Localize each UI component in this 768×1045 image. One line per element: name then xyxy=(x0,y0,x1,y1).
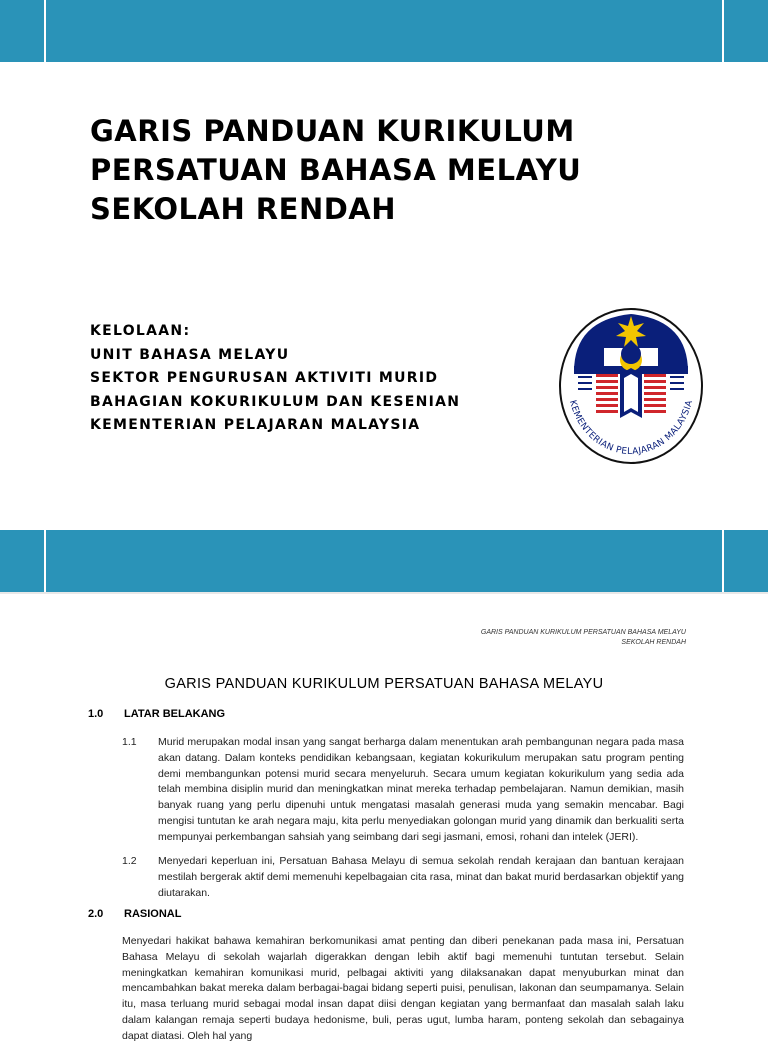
cover-title-line: GARIS PANDUAN KURIKULUM xyxy=(90,114,575,148)
running-header-line: GARIS PANDUAN KURIKULUM PERSATUAN BAHASA MELAYU xyxy=(480,629,686,636)
list-item xyxy=(122,854,684,901)
cover-org-line: UNIT BAHASA MELAYU xyxy=(90,346,290,363)
cover-title-line: SEKOLAH RENDAH xyxy=(90,192,397,226)
item-number: 1.2 xyxy=(122,855,137,867)
running-header-line: SEKOLAH RENDAH xyxy=(621,639,686,646)
cover-org-line: BAHAGIAN KOKURIKULUM DAN KESENIAN xyxy=(90,393,461,410)
logo-ring-text: KEMENTERIAN PELAJARAN MALAYSIA xyxy=(566,399,696,458)
cover-top-band xyxy=(0,0,768,62)
cover-org-line: SEKTOR PENGURUSAN AKTIVITI MURID xyxy=(90,370,439,386)
list-item xyxy=(122,735,684,846)
cover-title xyxy=(90,112,650,229)
page-separator xyxy=(0,592,768,594)
cover-bottom-band xyxy=(0,530,768,592)
cover-org-line: KELOLAAN: xyxy=(90,323,191,339)
section-heading xyxy=(88,908,181,920)
section-title: LATAR BELAKANG xyxy=(124,708,226,720)
document-title: GARIS PANDUAN KURIKULUM PERSATUAN BAHASA MELAYU xyxy=(164,676,604,692)
section-heading xyxy=(88,708,225,720)
cover-organisation xyxy=(90,320,460,438)
item-number: 1.1 xyxy=(122,736,137,748)
section-number: 2.0 xyxy=(88,908,104,920)
running-header xyxy=(400,628,686,648)
cover-right-rule xyxy=(722,0,724,592)
item-text: Murid merupakan modal insan yang sangat berharga dalam menentukan arah pembangunan negara pada masa akan datang. Dalam konteks pendidikan kebangsaan, kegiatan kokurikulum merupakan satu program penting demi membangunkan potensi murid secara menyeluruh. Secara umum kegiatan kokurikulum yang sedia ada telah membina disiplin murid dan meningkatkan minat mereka terhadap pembelajaran. Namun demikian, masih banyak ruang yang perlu dipenuhi untuk mengatasi masalah generasi muda yang semakin mencabar. Bagi mengisi tuntutan ke arah negara maju, kita perlu menyediakan golongan murid yang dinamik dan berkualiti serta mempunyai perkembangan sahsiah yang seimbang dari segi jasmani, emosi, rohani dan intelek (JERI). xyxy=(158,736,684,843)
cover-title-line: PERSATUAN BAHASA MELAYU xyxy=(90,153,582,187)
cover-left-rule xyxy=(44,0,46,592)
section-title: RASIONAL xyxy=(124,908,182,920)
section-paragraph: Menyedari hakikat bahawa kemahiran berkomunikasi amat penting dan diberi penekanan pada masa ini, Persatuan Bahasa Melayu di sekolah wajarlah digerakkan dengan lebih aktif bagi memenuhi tuntutan tersebut. Selain meningkatkan kemahiran komunikasi murid, pelbagai aktiviti yang dilaksanakan dapat menyuburkan minat dan mencambahkan bakat mereka dalam berbagai-bagai bidang seperti puisi, penulisan, lakonan dan seumpamanya. Selain itu, masa terluang murid sebagai modal insan dapat diisi dengan kegiatan yang bermanfaat dan masalah salah laku dalam kalangan remaja seperti budaya hedonisme, buli, peras ugut, lumba haram, ponteng sekolah dan sebagainya dapat diatasi. Oleh hal yang xyxy=(122,935,684,1042)
item-text: Menyedari keperluan ini, Persatuan Bahasa Melayu di semua sekolah rendah kerajaan dan bantuan kerajaan mestilah bergerak aktif demi memenuhi kepelbagaian cita rasa, minat dan bakat murid berdasarkan objektif yang diutarakan. xyxy=(158,855,684,899)
section-number: 1.0 xyxy=(88,708,104,720)
cover-org-line: KEMENTERIAN PELAJARAN MALAYSIA xyxy=(90,417,421,433)
ministry-logo-icon xyxy=(558,308,704,468)
